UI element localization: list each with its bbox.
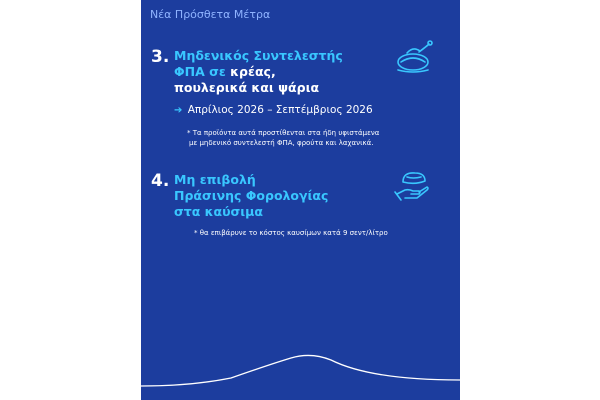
item-3-title-line1: Μηδενικός Συντελεστής [174,48,343,63]
item-3-title-accent: ΦΠΑ σε [174,64,226,79]
item-3-title-line3: πουλερικά και ψάρια [174,80,320,95]
info-panel [141,0,460,400]
panel-header: Νέα Πρόσθετα Μέτρα [150,8,271,21]
item-3-note-line1: * Τα προϊόντα αυτά προστίθενται στα ήδη υφιστάμενα [187,129,380,137]
item-4-note-line1: * θα επιβάρυνε το κόστος καυσίμων κατά 9 σεντ/λίτρο [194,229,388,237]
item-4-note [194,228,388,238]
item-4-title-line3: στα καύσιμα [174,204,263,219]
item-3-note [187,128,379,148]
item-4-title-line2: Πράσινης Φορολογίας [174,188,329,203]
item-3-date-row [174,104,373,116]
chicken-icon [393,40,433,76]
item-3-title-line2 [174,64,343,80]
item-4-title [174,172,328,220]
item-3-date: Απρίλιος 2026 – Σεπτέμβριος 2026 [187,104,373,116]
item-4-title-line1: Μη επιβολή [174,172,256,187]
item-3-note-line2: με μηδενικό συντελεστή ΦΠΑ, φρούτα και λαχανικά. [189,139,374,147]
wave-decoration [141,320,460,400]
item-3-title-white: κρέας, [230,64,276,79]
item-4-number: 4. [151,171,170,191]
item-3-number: 3. [151,47,170,67]
item-3-title [174,48,343,96]
arrow-right-icon: ➔ [174,105,183,116]
hand-with-cloud-icon [393,168,433,204]
